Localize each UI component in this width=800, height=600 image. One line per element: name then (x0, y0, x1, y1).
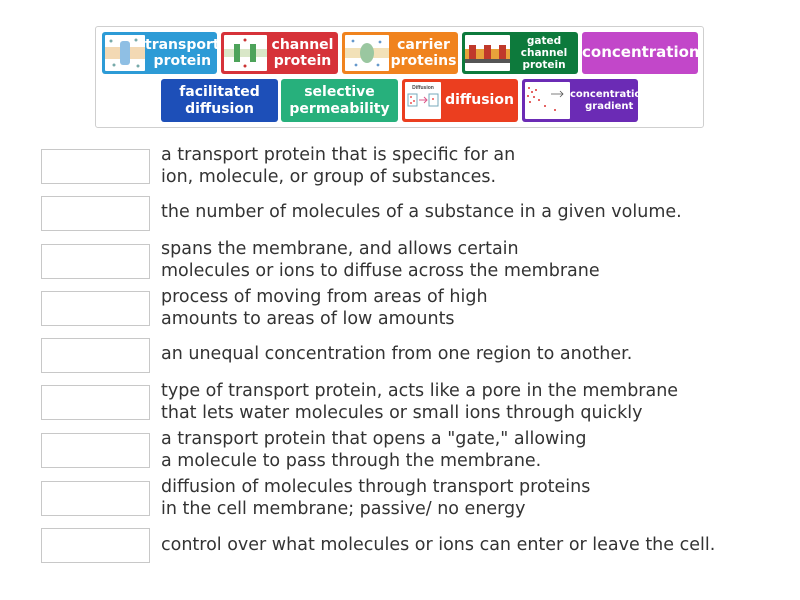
definition-1: a transport protein that is specific for an ion, molecule, or group of substances. (161, 145, 516, 187)
diffusion-diagram-icon (405, 82, 441, 119)
tile-diffusion[interactable] (402, 79, 518, 122)
answer-slot-8[interactable] (41, 481, 150, 516)
answer-slot-6[interactable] (41, 385, 150, 420)
tile-label: transport protein (145, 36, 220, 69)
answer-slot-1[interactable] (41, 149, 150, 184)
definition-9: control over what molecules or ions can enter or leave the cell. (161, 535, 716, 555)
tile-label: facilitated diffusion (179, 84, 260, 117)
definition-4: process of moving from areas of high amounts to areas of low amounts (161, 287, 488, 329)
definition-6: type of transport protein, acts like a pore in the membrane that lets water molecules or small ions through quickly (161, 381, 679, 423)
tile-label: carrier proteins (390, 36, 457, 69)
tile-selective-permeability[interactable] (281, 79, 398, 122)
tile-label: gated channel protein (520, 34, 568, 72)
definition-3: spans the membrane, and allows certain molecules or ions to diffuse across the membrane (161, 239, 600, 281)
answer-slot-5[interactable] (41, 338, 150, 373)
membrane-protein-diagram-icon (105, 35, 145, 71)
definition-5: an unequal concentration from one region to another. (161, 344, 633, 364)
definition-2: the number of molecules of a substance in a given volume. (161, 202, 682, 222)
tile-label: selective permeability (289, 84, 390, 117)
gated-channel-diagram-icon (465, 35, 510, 71)
tile-facilitated-diffusion[interactable] (161, 79, 278, 122)
answer-slot-4[interactable] (41, 291, 150, 326)
svg-text:Diffusion: Diffusion (412, 85, 434, 91)
answer-slot-9[interactable] (41, 528, 150, 563)
definition-7: a transport protein that opens a "gate," allowing a molecule to pass through the membrane. (161, 429, 587, 471)
definition-8: diffusion of molecules through transport proteins in the cell membrane; passive/ no energy (161, 477, 591, 519)
channel-protein-diagram-icon (224, 35, 267, 71)
concentration-gradient-diagram-icon (525, 82, 570, 119)
tile-gated-channel-protein[interactable] (462, 32, 578, 74)
tile-label: concentration (582, 43, 700, 62)
tile-transport-protein[interactable] (102, 32, 220, 74)
answer-slot-7[interactable] (41, 433, 150, 468)
tile-channel-protein[interactable] (221, 32, 338, 74)
carrier-protein-diagram-icon (345, 35, 389, 71)
tile-concentration-gradient[interactable] (522, 79, 649, 122)
tile-concentration[interactable] (582, 32, 698, 74)
tile-label: diffusion (445, 92, 514, 109)
tile-carrier-proteins[interactable] (342, 32, 458, 74)
answer-slot-2[interactable] (41, 196, 150, 231)
tile-label: channel protein (271, 36, 334, 69)
tile-label: concentration gradient (570, 89, 649, 112)
answer-slot-3[interactable] (41, 244, 150, 279)
